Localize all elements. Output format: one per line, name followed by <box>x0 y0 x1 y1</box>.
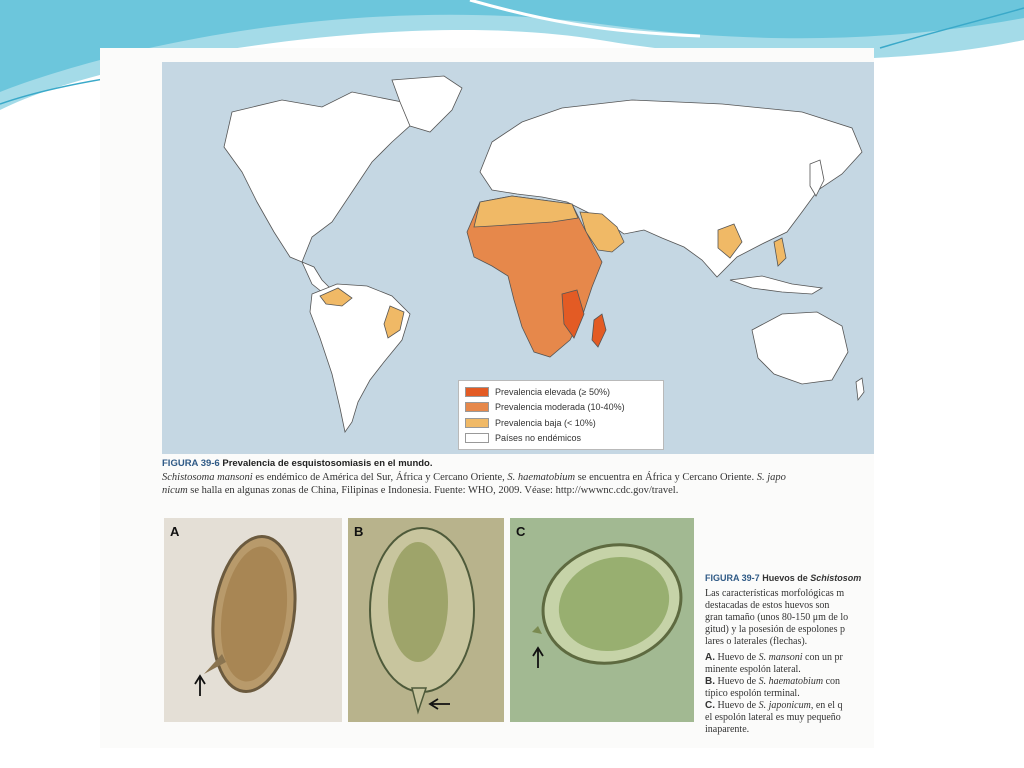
world-prevalence-map <box>162 62 874 454</box>
caption-text-segment: se halla en algunas zonas de China, Filipinas e Indonesia. Fuente: WHO, 2009. Véase: http://wwwnc.cdc.gov/travel. <box>187 485 679 496</box>
caption-item-c-line-2: el espolón lateral es muy pequeño <box>705 712 841 723</box>
species-s-haematobium: S. haematobium <box>507 472 576 483</box>
photo-c-label: C <box>516 524 526 539</box>
caption-text-segment: se encuentra en África y Cercano Oriente. <box>575 472 757 483</box>
textbook-page <box>100 48 874 748</box>
species-s-haematobium: S. haematobium <box>758 676 824 687</box>
species-s-japonicum-start: S. japo <box>756 472 786 483</box>
caption-item-a <box>705 652 874 664</box>
figure-39-6-title <box>162 458 874 469</box>
legend-swatch-high <box>465 387 489 397</box>
indonesia-shape <box>730 276 822 294</box>
figure-39-7-caption <box>705 572 874 736</box>
legend-item-non-endemic <box>465 431 657 447</box>
egg-photo-c <box>510 518 694 722</box>
photo-a-label: A <box>170 524 180 539</box>
caption-item-a-letter: A. <box>705 652 715 663</box>
egg-photo-b <box>348 518 504 722</box>
figure-39-7-title-genus: Schistosom <box>810 573 862 583</box>
photo-b-label: B <box>354 524 364 539</box>
north-america-shape <box>224 92 412 262</box>
caption-text-segment: Huevo de <box>715 652 759 663</box>
madagascar-shape <box>592 314 606 347</box>
species-s-mansoni: Schistosoma mansoni <box>162 472 253 483</box>
caption-text-segment: , en el q <box>810 700 843 711</box>
caption-item-b-line-2: típico espolón terminal. <box>705 688 800 699</box>
figure-39-7-title <box>705 572 874 584</box>
philippines-shape <box>774 238 786 266</box>
caption-line: lares o laterales (flechas). <box>705 636 808 647</box>
figure-39-6-caption <box>162 458 874 497</box>
legend-item-moderate <box>465 400 657 416</box>
egg-photo-a <box>164 518 342 722</box>
figure-39-6-number: FIGURA 39-6 <box>162 458 220 469</box>
caption-text-segment: con <box>823 676 841 687</box>
australia-shape <box>752 312 848 384</box>
species-s-japonicum-end: nicum <box>162 485 188 496</box>
caption-line: destacadas de estos huevos son <box>705 600 830 611</box>
caption-line: gran tamaño (unos 80-150 μm de lo <box>705 612 849 623</box>
new-zealand-shape <box>856 378 864 400</box>
caption-item-c-letter: C. <box>705 700 715 711</box>
caption-text-segment: es endémico de América del Sur, África y Cercano Oriente, <box>252 472 508 483</box>
figure-39-6-text-line-2 <box>162 484 874 497</box>
map-legend <box>458 380 664 450</box>
legend-swatch-low <box>465 418 489 428</box>
species-s-mansoni: S. mansoni <box>758 652 803 663</box>
caption-text-segment: Huevo de <box>715 676 759 687</box>
figure-39-6-title-text: Prevalencia de esquistosomiasis en el mundo. <box>222 458 433 469</box>
legend-item-high <box>465 384 657 400</box>
legend-label-moderate: Prevalencia moderada (10-40%) <box>495 402 625 413</box>
species-s-japonicum: S. japonicum <box>758 700 811 711</box>
caption-item-b-letter: B. <box>705 676 715 687</box>
caption-item-c <box>705 700 874 712</box>
caption-line: gitud) y la posesión de espolones p <box>705 624 845 635</box>
south-america-shape <box>310 284 410 432</box>
caption-line: Las características morfológicas m <box>705 588 845 599</box>
caption-text-segment: Huevo de <box>715 700 759 711</box>
caption-item-a-line-2: minente espolón lateral. <box>705 664 801 675</box>
legend-swatch-moderate <box>465 402 489 412</box>
legend-label-high: Prevalencia elevada (≥ 50%) <box>495 386 611 397</box>
legend-swatch-non-endemic <box>465 433 489 443</box>
figure-39-7-title-text: Huevos de <box>762 573 811 583</box>
legend-item-low <box>465 415 657 431</box>
figure-39-6-text-line-1 <box>162 471 874 484</box>
caption-item-b <box>705 676 874 688</box>
legend-label-low: Prevalencia baja (< 10%) <box>495 417 596 428</box>
legend-label-non-endemic: Países no endémicos <box>495 433 582 444</box>
figure-39-7-number: FIGURA 39-7 <box>705 573 760 583</box>
caption-text-segment: con un pr <box>802 652 843 663</box>
caption-item-c-line-3: inaparente. <box>705 724 750 735</box>
